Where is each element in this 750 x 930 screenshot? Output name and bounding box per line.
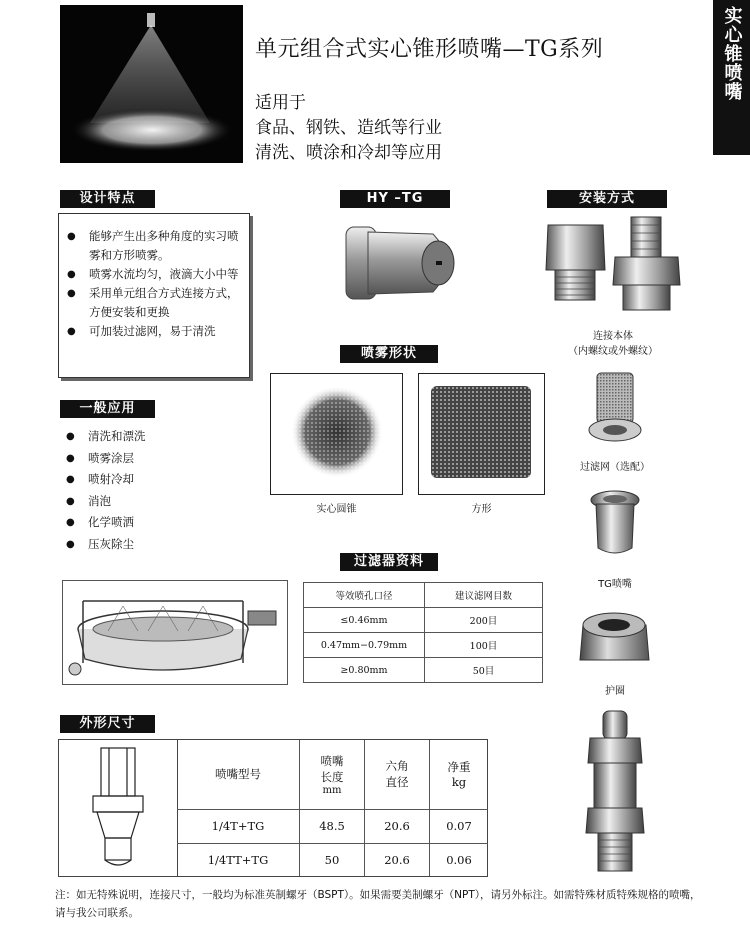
spray-photo (60, 5, 243, 163)
header-line: kg (451, 775, 467, 790)
dimension-cell: 20.6 (365, 809, 430, 843)
footnote: 注：如无特殊说明，连接尺寸，一般均为标准英制螺牙（BSPT）。如果需要美制螺牙（NPT），请另外标注。如需特殊材质特殊规格的喷嘴，请与我公司联系。 (55, 889, 701, 919)
application-item: ● 消泡 (58, 491, 248, 513)
dimension-cell: 0.06 (430, 843, 489, 876)
connector-caption: 连接本体 (593, 331, 633, 342)
connector-bodies-photo (543, 215, 683, 325)
design-box (58, 213, 250, 378)
filter-header: 过滤器资料 (340, 553, 438, 571)
header-line: 净重 (447, 760, 471, 775)
filter-cell: 100目 (425, 633, 543, 658)
applications-header: 一般应用 (60, 400, 155, 418)
assembled-nozzle-photo (580, 708, 650, 878)
header-line: 直径 (385, 775, 409, 790)
dimension-cell: 1/4TT+TG (177, 843, 300, 876)
connector-caption-note: （内螺纹或外螺纹） (568, 346, 658, 357)
tip-caption: TG喷嘴 (598, 579, 632, 590)
filter-col-header: 建议滤网目数 (425, 583, 543, 608)
page-title: 单元组合式实心锥形喷嘴—TG系列 (255, 37, 604, 62)
tank-illustration (62, 580, 288, 685)
application-item: ● 喷射冷却 (58, 469, 248, 491)
application-item: ● 喷雾涂层 (58, 448, 248, 470)
cap-caption: 护圈 (605, 686, 625, 697)
dimension-col-header (365, 740, 430, 809)
table-row (177, 809, 488, 843)
applications-list (58, 426, 248, 555)
application-item: ● 清洗和漂洗 (58, 426, 248, 448)
design-item: ● 采用单元组合方式连接方式，方便安装和更换 (59, 284, 239, 322)
filter-col-header: 等效喷孔口径 (304, 583, 425, 608)
header-line: 长度 (320, 769, 344, 784)
application-item: ● 压灰除尘 (58, 534, 248, 556)
design-item: ● 能够产生出多种角度的实习喷雾和方形喷雾。 (59, 227, 239, 265)
intro-line: 食品、钢铁、造纸等行业 (255, 118, 442, 138)
dimension-cell: 1/4T+TG (177, 809, 300, 843)
filter-cell: 0.47mm−0.79mm (304, 633, 425, 658)
table-row (304, 658, 543, 683)
intro-line: 清洗、喷涂和冷却等应用 (255, 143, 442, 163)
dimension-col-header (300, 740, 365, 809)
table-row (177, 843, 488, 876)
header-line: mm (322, 784, 342, 796)
header-line: 六角 (385, 759, 409, 774)
strainer-photo (585, 368, 645, 448)
table-row (304, 633, 543, 658)
dimension-cell: 50 (300, 843, 365, 876)
spray-pattern-header: 喷雾形状 (340, 345, 438, 363)
filter-cell: 50目 (425, 658, 543, 683)
cap-photo (577, 605, 652, 675)
install-header: 安装方式 (547, 190, 667, 208)
dimension-col-header: 喷嘴型号 (177, 740, 300, 809)
table-row (304, 608, 543, 633)
dimension-cell: 20.6 (365, 843, 430, 876)
dimension-col-header (430, 740, 489, 809)
dimensions-header: 外形尺寸 (60, 715, 155, 733)
nozzle-photo (338, 212, 468, 312)
square-caption: 方形 (471, 504, 492, 515)
intro-line: 适用于 (255, 93, 306, 113)
model-header: HY –TG (340, 190, 450, 208)
strainer-caption: 过滤网（选配） (580, 462, 650, 473)
design-header: 设计特点 (60, 190, 155, 208)
header-line: 喷嘴 (320, 753, 344, 768)
design-item: ● 可加装过滤网，易于清洗 (59, 322, 239, 341)
full-cone-caption: 实心圆锥 (316, 504, 357, 515)
full-cone-pattern (270, 373, 403, 495)
dimension-cell: 48.5 (300, 809, 365, 843)
category-tab: 实心锥喷嘴 (713, 0, 750, 155)
application-item: ● 化学喷洒 (58, 512, 248, 534)
nozzle-drawing (59, 740, 178, 876)
dimension-cell: 0.07 (430, 809, 489, 843)
design-item: ● 喷雾水流均匀，液滴大小中等 (59, 265, 239, 284)
filter-cell: 200目 (425, 608, 543, 633)
filter-cell: ≤0.46mm (304, 608, 425, 633)
dimensions-table (177, 740, 488, 876)
tip-photo (588, 488, 643, 568)
filter-cell: ≥0.80mm (304, 658, 425, 683)
square-pattern (418, 373, 545, 495)
filter-table (303, 582, 543, 683)
dimensions-box (58, 739, 488, 877)
